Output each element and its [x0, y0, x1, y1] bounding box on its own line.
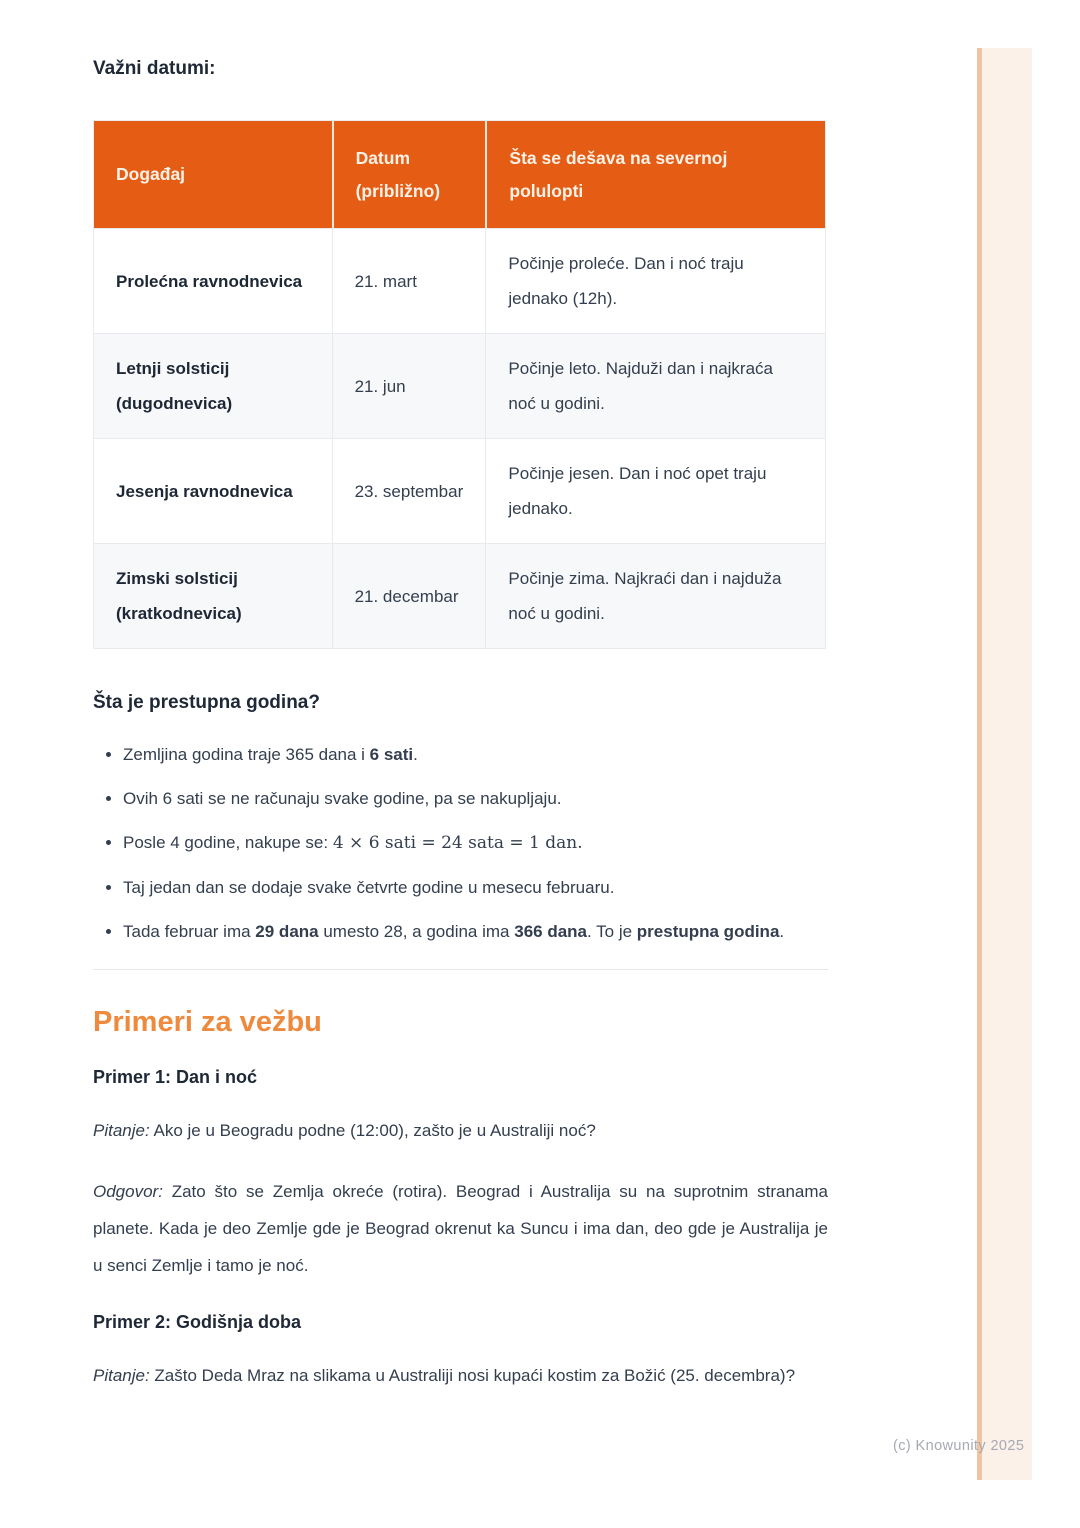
leap-year-bullet-list	[93, 737, 828, 949]
examples-section-title: Primeri za vežbu	[93, 1006, 322, 1038]
table-row	[94, 438, 825, 543]
example-1-question: Pitanje: Ako je u Beogradu podne (12:00), zašto je u Australiji noć?	[93, 1121, 596, 1140]
table-row	[94, 543, 825, 648]
list-item: • Ovih 6 sati se ne računaju svake godine, pa se nakupljaju.	[123, 781, 828, 816]
list-item: • Posle 4 godine, nakupe se: 4 × 6 sati = 24 sata = 1 dan.	[123, 825, 828, 861]
table-header-description: Šta se dešava na severnoj polulopti	[485, 121, 825, 228]
table-cell-event: Jesenja ravnodnevica	[94, 438, 332, 543]
section-divider	[93, 969, 828, 970]
important-dates-table	[93, 120, 826, 649]
list-item: • Zemljina godina traje 365 dana i 6 sati.	[123, 737, 828, 772]
table-header-event: Događaj	[94, 121, 332, 228]
example-1-heading: Primer 1: Dan i noć	[93, 1067, 258, 1087]
example-2-question: Pitanje: Zašto Deda Mraz na slikama u Australiji nosi kupaći kostim za Božić (25. decembra)?	[93, 1366, 796, 1385]
document-content	[93, 0, 828, 1394]
table-cell-description: Počinje jesen. Dan i noć opet traju jednako.	[485, 438, 825, 543]
table-cell-date: 23. septembar	[332, 438, 486, 543]
list-item: • Taj jedan dan se dodaje svake četvrte godine u mesecu februaru.	[123, 870, 828, 905]
dates-section-title: Važni datumi:	[93, 58, 216, 79]
table-cell-date: 21. mart	[332, 228, 486, 333]
table-cell-event: Prolećna ravnodnevica	[94, 228, 332, 333]
example-1-answer: Odgovor: Zato što se Zemlja okreće (rotira). Beograd i Australija su na suprotnim stranama planete. Kada je deo Zemlje gde je Beograd okrenut ka Suncu i ima dan, deo gde je Australija je u senci Zemlje i tamo je noć.	[93, 1182, 828, 1275]
page-side-accent-bar	[977, 48, 1032, 1480]
list-item: • Tada februar ima 29 dana umesto 28, a godina ima 366 dana. To je prestupna godina.	[123, 914, 828, 949]
table-cell-description: Počinje leto. Najduži dan i najkraća noć u godini.	[485, 333, 825, 438]
copyright-watermark: (c) Knowunity 2025	[893, 1438, 1025, 1454]
table-cell-event: Zimski solsticij (kratkodnevica)	[94, 543, 332, 648]
table-cell-description: Počinje zima. Najkraći dan i najduža noć u godini.	[485, 543, 825, 648]
table-cell-description: Počinje proleće. Dan i noć traju jednako (12h).	[485, 228, 825, 333]
table-cell-date: 21. decembar	[332, 543, 486, 648]
table-row	[94, 333, 825, 438]
table-cell-event: Letnji solsticij (dugodnevica)	[94, 333, 332, 438]
table-header-date: Datum (približno)	[332, 121, 486, 228]
example-2-heading: Primer 2: Godišnja doba	[93, 1312, 302, 1332]
table-row	[94, 228, 825, 333]
leap-year-section-title: Šta je prestupna godina?	[93, 692, 320, 713]
table-header-row	[94, 121, 825, 228]
table-cell-date: 21. jun	[332, 333, 486, 438]
